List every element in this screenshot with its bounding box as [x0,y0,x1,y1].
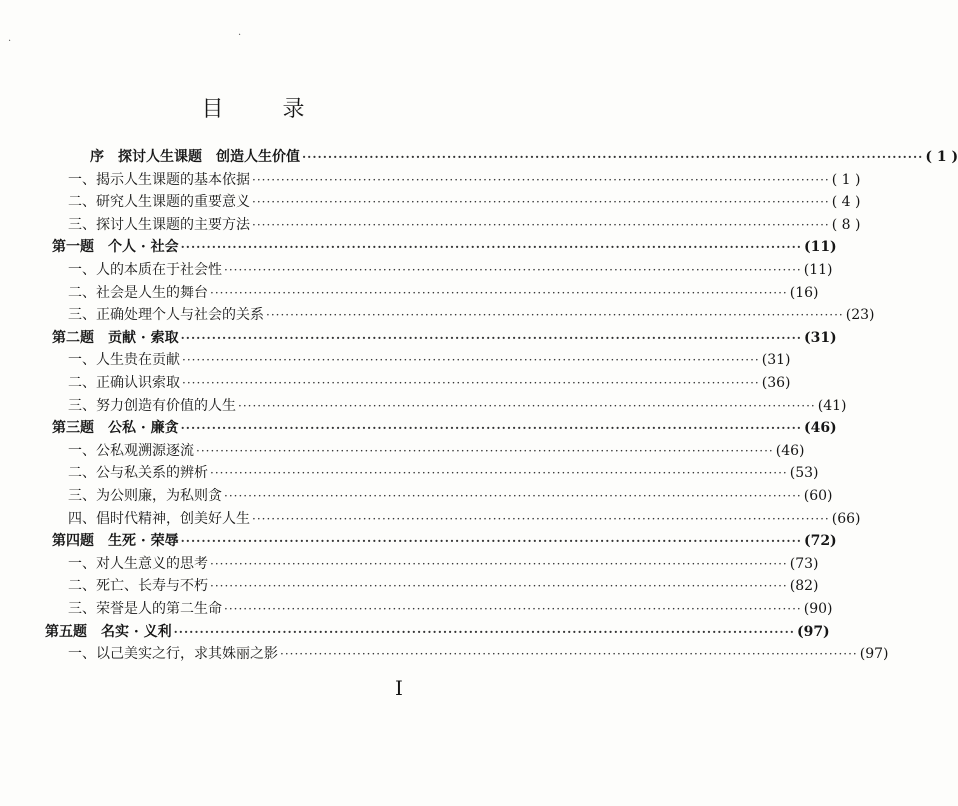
toc-entry-page: (73) [789,555,819,572]
toc-entry-page: (97) [859,646,889,663]
toc-section[interactable] [68,598,833,620]
toc-leader-dots: ························································································································ [224,263,802,277]
toc-entry-page: (53) [789,465,819,482]
toc-leader-dots: ························································································································ [252,217,830,232]
toc-entry-page: (60) [803,488,833,504]
toc-section[interactable] [68,304,875,326]
toc-leader-dots: ························································································································ [180,240,802,255]
toc-section[interactable] [68,485,833,507]
toc-entry-label: 第三题 公私 · 廉贪 [52,420,179,437]
toc-section[interactable] [68,643,889,665]
toc-entry-page: (11) [803,239,837,256]
toc-entry-label: 第二题 贡献 · 索取 [52,329,179,346]
toc-entry-label: 二、公与私关系的辨析 [68,465,208,482]
toc-leader-dots: ························································································································ [252,172,830,187]
toc-leader-dots: ························································································································ [182,376,760,390]
toc-leader-dots: ························································································································ [280,647,858,662]
toc-chapter[interactable] [52,236,837,258]
scan-speck: · [238,30,242,41]
toc-entry-page: ( 8 ) [831,216,861,233]
toc-section[interactable] [68,508,861,530]
toc-section[interactable] [68,259,833,281]
toc-entry-page: (46) [803,420,837,437]
toc-leader-dots: ························································································································ [180,534,802,549]
toc-section[interactable] [68,395,847,417]
toc-entry-page: (72) [803,533,837,550]
toc-leader-dots: ························································································································ [182,353,760,368]
toc-entry-label: 三、为公则廉，为私则贪 [68,488,222,504]
toc-section[interactable] [68,214,861,236]
toc-leader-dots: ························································································································ [180,421,802,436]
toc-leader-dots: ························································································································ [238,398,816,413]
toc-entry-label: 三、探讨人生课题的主要方法 [68,216,250,233]
scan-speck: · [8,36,12,47]
toc-section[interactable] [68,553,819,575]
toc-entry-label: 一、人生贵在贡献 [68,352,180,369]
toc-entry-page: (66) [831,510,861,527]
toc-entry-page: ( 1 ) [925,149,958,165]
toc-entry-page: (36) [761,375,791,391]
toc-chapter[interactable] [52,417,837,439]
toc-entry-label: 二、社会是人生的舞台 [68,284,208,301]
toc-entry-label: 三、荣誉是人的第二生命 [68,601,222,617]
toc-entry-label: 二、研究人生课题的重要意义 [68,194,250,211]
toc-entry-label: 序 探讨人生课题 创造人生价值 [90,149,300,165]
toc-leader-dots: ························································································································ [180,330,802,345]
toc-entry-label: 第一题 个人 · 社会 [52,239,179,256]
toc-leader-dots: ························································································································ [224,602,802,616]
toc-entry-label: 四、倡时代精神，创美好人生 [68,510,250,527]
toc-leader-dots: ························································································································ [210,285,788,300]
toc-section[interactable] [68,191,861,213]
toc-entry-label: 第四题 生死 · 荣辱 [52,533,179,550]
toc-entry-page: (23) [845,307,875,324]
toc-entry-label: 一、对人生意义的思考 [68,555,208,572]
toc-entry-page: ( 4 ) [831,194,861,211]
toc-entry-page: (82) [789,578,819,595]
toc-chapter[interactable] [90,146,958,168]
toc-leader-dots: ························································································································ [210,466,788,481]
toc-entry-page: (41) [817,397,847,414]
toc-leader-dots: ························································································································ [173,624,795,639]
toc-section[interactable] [68,462,819,484]
toc-entry-page: (31) [803,329,837,346]
toc-section[interactable] [68,372,791,394]
toc-chapter[interactable] [45,621,830,643]
toc-leader-dots: ························································································································ [266,308,844,323]
toc-entry-label: 三、努力创造有价值的人生 [68,397,236,414]
toc-leader-dots: ························································································································ [252,195,830,210]
toc-section[interactable] [68,575,819,597]
toc-entry-page: (46) [775,442,805,459]
toc-chapter[interactable] [52,327,837,349]
toc-entry-page: (90) [803,601,833,617]
toc-section[interactable] [68,440,805,462]
page-number: I [395,676,403,700]
toc-title: 目 录 [201,97,331,122]
toc-leader-dots: ························································································································ [224,489,802,503]
toc-entry-page: (11) [803,262,833,278]
toc-section[interactable] [68,349,791,371]
toc-entry-label: 二、正确认识索取 [68,375,180,391]
toc-leader-dots: ························································································································ [302,150,924,164]
toc-entry-page: (16) [789,284,819,301]
toc-leader-dots: ························································································································ [210,556,788,571]
toc-entry-page: (31) [761,352,791,369]
toc-leader-dots: ························································································································ [252,511,830,526]
toc-section[interactable] [68,169,861,191]
toc-entry-label: 一、揭示人生课题的基本依据 [68,171,250,188]
toc-entry-label: 第五题 名实 · 义利 [45,623,172,640]
toc-entry-label: 二、死亡、长寿与不朽 [68,578,208,595]
toc-entry-label: 一、以己美实之行，求其姝丽之影 [68,646,278,663]
toc-section[interactable] [68,282,819,304]
toc-chapter[interactable] [52,530,837,552]
toc-entry-label: 一、人的本质在于社会性 [68,262,222,278]
toc-entry-page: ( 1 ) [831,171,861,188]
toc-leader-dots: ························································································································ [210,579,788,594]
toc-leader-dots: ························································································································ [196,443,774,458]
toc-entry-label: 三、正确处理个人与社会的关系 [68,307,264,324]
toc-entry-label: 一、公私观溯源逐流 [68,442,194,459]
toc-entry-page: (97) [796,623,830,640]
